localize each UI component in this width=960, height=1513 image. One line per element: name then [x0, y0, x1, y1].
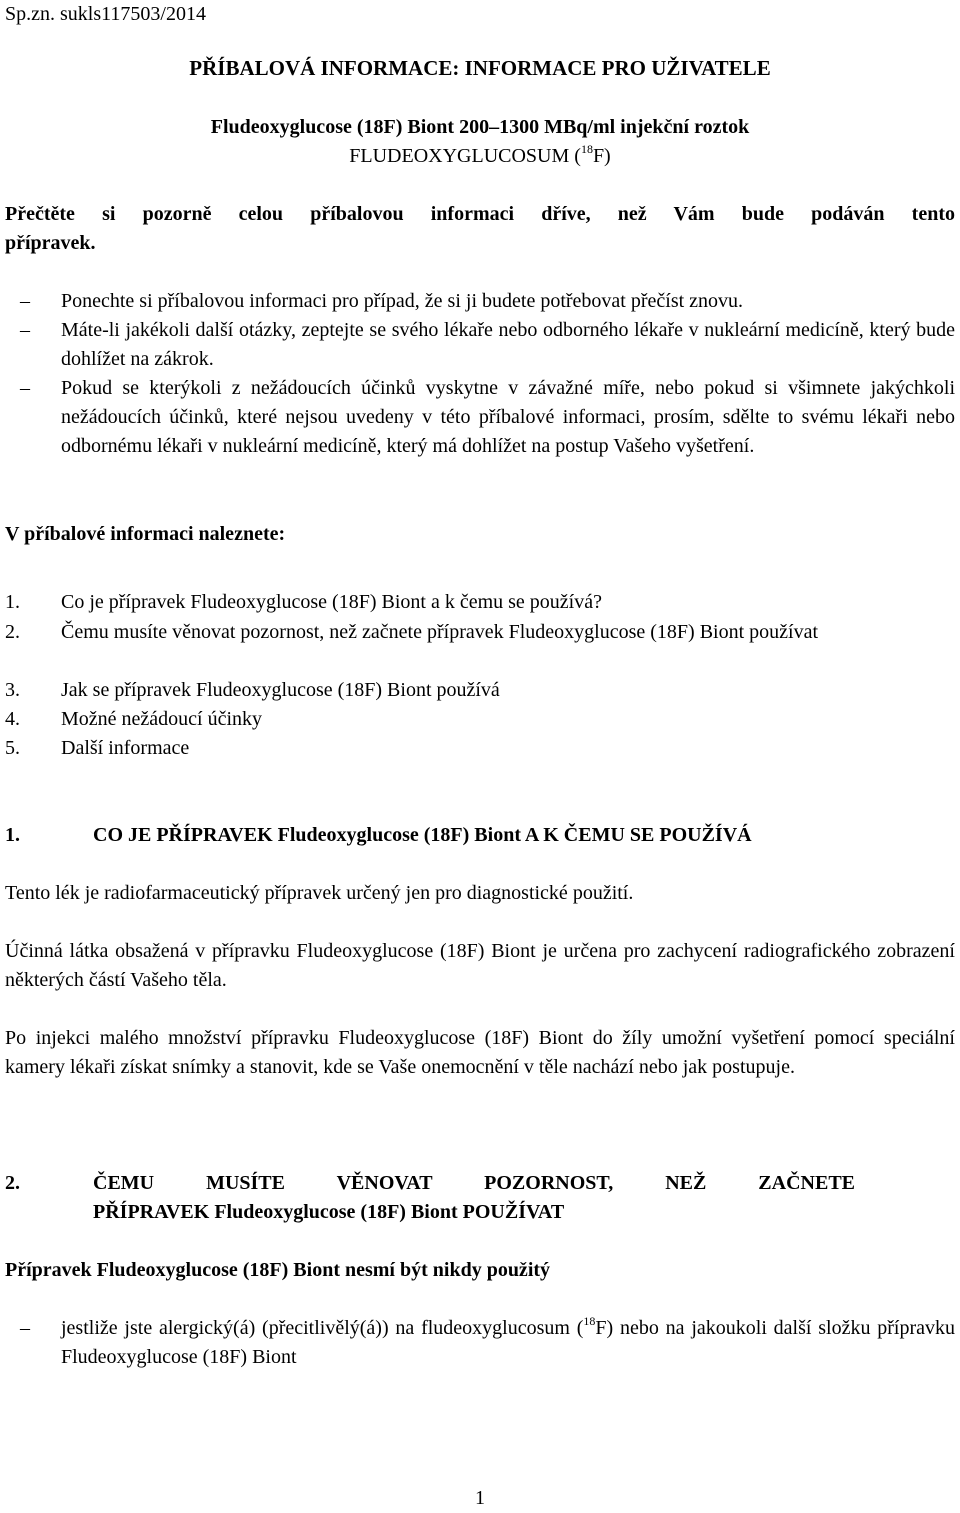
contraindication-text	[61, 1314, 955, 1372]
section1-title	[93, 821, 955, 850]
section2-title-line2-c: POUŽÍVAT	[457, 1201, 565, 1223]
page-number: 1	[475, 1487, 485, 1509]
dash-icon: –	[20, 1317, 30, 1339]
dash-icon: –	[20, 319, 30, 341]
read-notice-line1: Přečtěte si pozorně celou příbalovou informaci dříve, než Vám bude podáván tento	[5, 203, 955, 225]
toc-heading: V příbalové informaci naleznete:	[5, 523, 286, 545]
document-reference: Sp.zn. sukls117503/2014	[5, 3, 206, 25]
toc-text: Další informace	[61, 737, 190, 759]
toc-number: 2.	[5, 621, 20, 643]
section1-paragraph: Tento lék je radiofarmaceutický přípravek určený jen pro diagnostické použití.	[5, 882, 634, 904]
inn-isotope-superscript: 18	[580, 142, 593, 156]
bullet-text: Ponechte si příbalovou informaci pro případ, že si ji budete potřebovat přečíst znovu.	[61, 290, 744, 312]
dash-icon: –	[20, 290, 30, 312]
product-name: Fludeoxyglucose (18F) Biont 200–1300 MBq/ml injekční roztok	[210, 116, 750, 138]
read-notice-line2: přípravek.	[5, 232, 96, 254]
isotope-superscript: 18	[583, 1314, 596, 1328]
toc-text: Čemu musíte věnovat pozornost, než začnete přípravek Fludeoxyglucose (18F) Biont používat	[61, 621, 819, 643]
toc-number: 5.	[5, 737, 20, 759]
section1-title-a: CO JE PŘÍPRAVEK	[93, 824, 278, 846]
inn-text-pre: FLUDEOXYGLUCOSUM (	[349, 145, 581, 167]
toc-number: 1.	[5, 591, 20, 613]
section1-number: 1.	[5, 824, 20, 846]
section2-title-line2-b: Fludeoxyglucose (18F) Biont	[214, 1201, 458, 1223]
section2-title-line2-a: PŘÍPRAVEK	[93, 1201, 215, 1223]
section2-subheading: Přípravek Fludeoxyglucose (18F) Biont nesmí být nikdy použitý	[5, 1259, 551, 1281]
bullet-text: Pokud se kterýkoli z nežádoucích účinků vyskytne v závažné míře, nebo pokud si všimnete jakýchkoli nežádoucích účinků, které nejsou uvedeny v této příbalové informaci, prosím, sdělte to svému lékaři nebo odbornému lékaři v nukleární medicíně, který má dohlížet na postup Vašeho vyšetření.	[61, 377, 955, 457]
section2-number: 2.	[5, 1172, 20, 1194]
section1-title-b: Fludeoxyglucose (18F) Biont	[277, 824, 521, 846]
toc-number: 4.	[5, 708, 20, 730]
toc-number: 3.	[5, 679, 20, 701]
inn-text-post: F)	[592, 145, 611, 167]
section1-title-c: A K ČEMU SE POUŽÍVÁ	[521, 824, 752, 846]
toc-text: Jak se přípravek Fludeoxyglucose (18F) Biont používá	[61, 679, 500, 701]
toc-text: Možné nežádoucí účinky	[61, 708, 263, 730]
bullet-text: Máte-li jakékoli další otázky, zeptejte se svého lékaře nebo odborného lékaře v nukleární medicíně, který bude dohlížet na zákrok.	[61, 319, 955, 370]
section2-title-line2	[93, 1198, 955, 1227]
section1-paragraph: Účinná látka obsažená v přípravku Fludeoxyglucose (18F) Biont je určena pro zachycení radiografického zobrazení některých částí Vašeho těla.	[5, 940, 955, 991]
section1-paragraph: Po injekci malého množství přípravku Fludeoxyglucose (18F) Biont do žíly umožní vyšetření pomocí speciální kamery lékaři získat snímky a stanovit, kde se Vaše onemocnění v těle nachází nebo jak postupuje.	[5, 1027, 955, 1078]
contraindication-text-post: F) nebo na jakoukoli další složku přípravku Fludeoxyglucose (18F) Biont	[61, 1317, 956, 1368]
toc-text: Co je přípravek Fludeoxyglucose (18F) Biont a k čemu se používá?	[61, 591, 602, 613]
inn-name	[5, 142, 955, 171]
contraindication-text-pre: jestliže jste alergický(á) (přecitlivělý(á)) na fludeoxyglucosum (	[61, 1317, 584, 1339]
leaflet-title: PŘÍBALOVÁ INFORMACE: INFORMACE PRO UŽIVATELE	[189, 56, 771, 80]
dash-icon: –	[20, 377, 30, 399]
section2-title-line1: ČEMU MUSÍTE VĚNOVAT POZORNOST, NEŽ ZAČNETE	[93, 1172, 855, 1194]
